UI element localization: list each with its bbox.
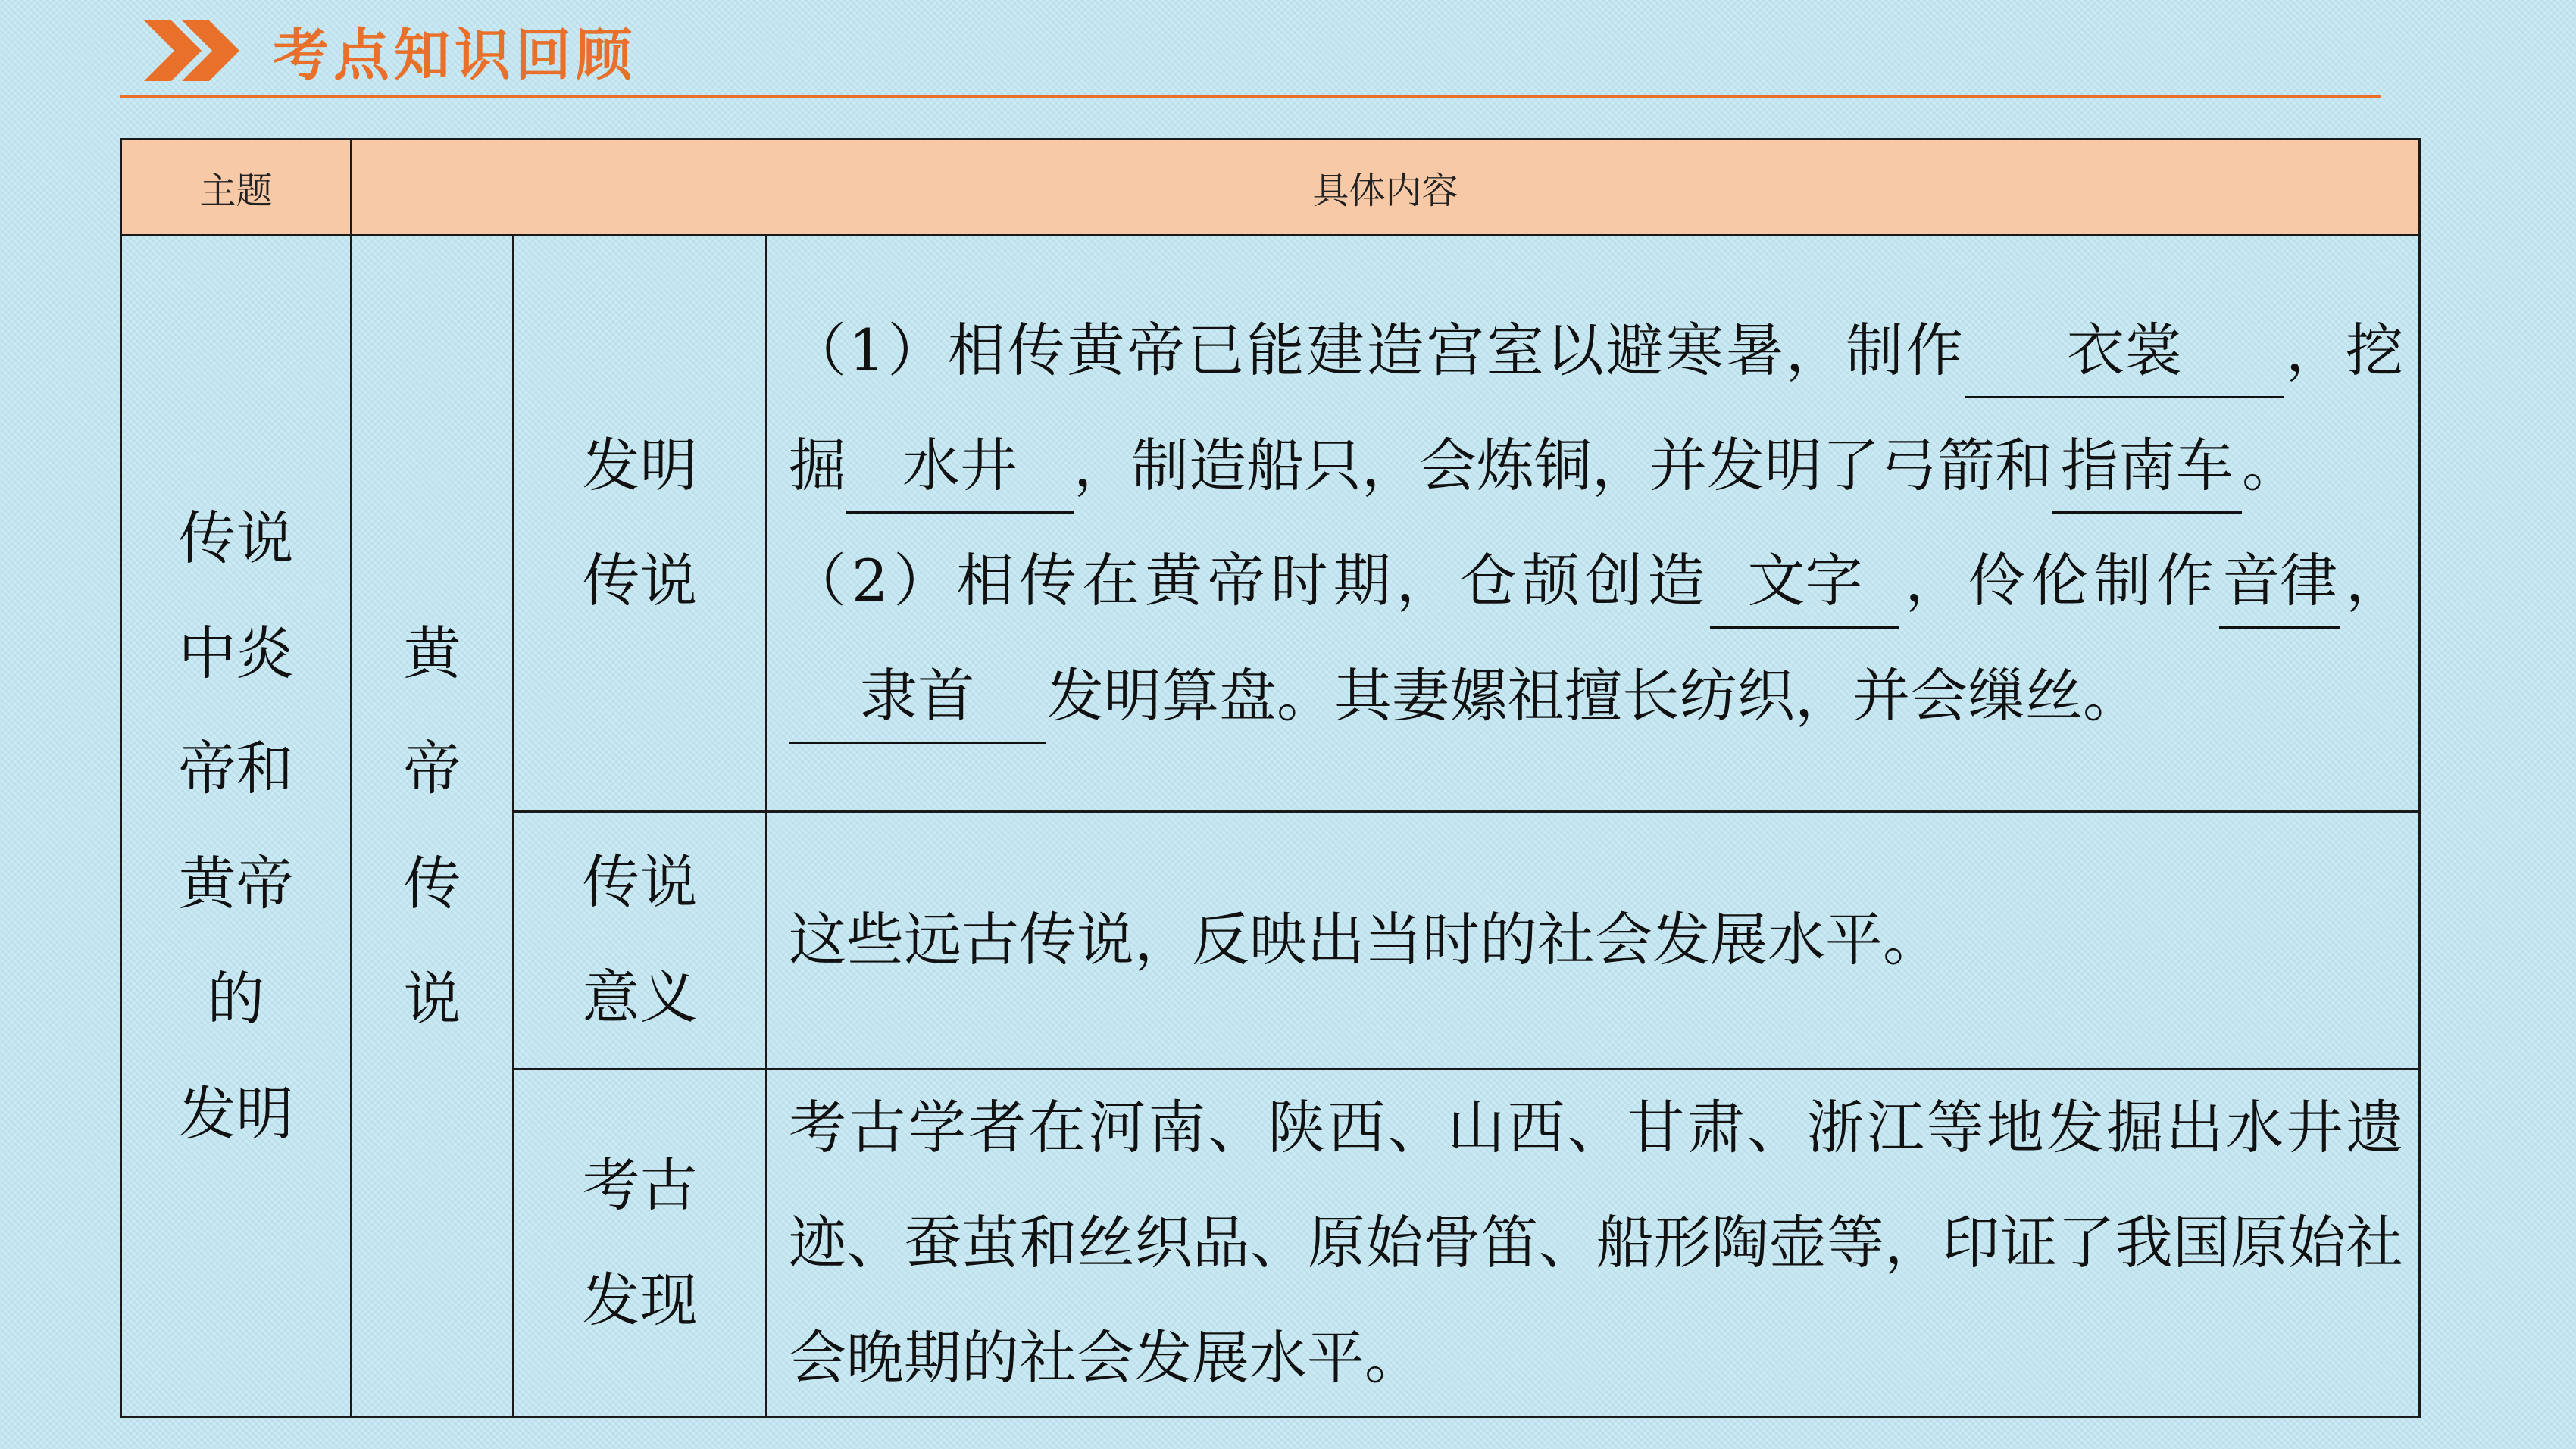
sub-topic-line: 帝: [403, 734, 461, 802]
content-cell: 考古学者在河南、陕西、山西、甘肃、浙江等地发掘出水井遗迹、蚕茧和丝织品、原始骨笛、船形陶壶等，印证了我国原始社会晚期的社会发展水平。: [767, 1069, 2420, 1416]
double-chevron-right-icon: [144, 20, 242, 81]
sub-topic-line: 黄: [403, 619, 461, 687]
section-title: 考点知识回顾: [273, 23, 636, 88]
text-segment: 发明算盘。其妻嫘祖擅长纺织，并会缫丝。: [1046, 661, 2140, 729]
header-divider: [120, 95, 2381, 98]
fill-blank: [846, 420, 1074, 514]
text-segment: ，制造船只，会炼铜，并发明了弓箭和: [1074, 431, 2052, 499]
header-content: 具体内容: [352, 139, 2420, 236]
category-cell: [514, 236, 767, 811]
text-segment: ，伶伦制作: [1899, 546, 2220, 614]
fill-blank: [1710, 536, 1899, 629]
category-line: 传说: [582, 546, 698, 614]
topic-line: 传说: [178, 504, 294, 572]
header-topic: 主题: [121, 139, 352, 236]
topic-line: 的: [207, 964, 265, 1032]
category-line: 发现: [582, 1266, 698, 1334]
table-row: [121, 236, 2420, 811]
section-header: [144, 9, 636, 92]
topic-line: 帝和: [178, 734, 294, 802]
knowledge-table: [120, 138, 2421, 1418]
fill-blank: [1965, 305, 2284, 398]
table-header-row: [121, 139, 2420, 236]
topic-line: 发明: [178, 1079, 294, 1148]
blank-answer: 衣裳: [2066, 316, 2182, 384]
blank-answer: 指南车: [2061, 431, 2234, 499]
topic-line: 黄帝: [178, 849, 294, 917]
text-segment: （1）相传黄帝已能建造宫室以避寒暑，制作: [789, 316, 1965, 384]
content-cell: [767, 236, 2420, 811]
blank-answer: 隶首: [860, 661, 975, 729]
text-segment: （2）相传在黄帝时期，仓颉创造: [789, 546, 1711, 614]
blank-answer: 音律: [2222, 546, 2338, 614]
sub-topic-line: 传: [403, 849, 461, 917]
topic-cell: [121, 236, 352, 1417]
category-cell: [514, 811, 767, 1069]
fill-blank: [789, 651, 1046, 744]
category-line: 意义: [582, 963, 698, 1032]
fill-blank: [2219, 536, 2340, 629]
text-segment: ，: [2340, 546, 2404, 614]
category-cell: [514, 1069, 767, 1416]
topic-line: 中炎: [178, 619, 294, 687]
category-line: 发明: [582, 431, 698, 499]
sub-topic-line: 说: [403, 964, 461, 1032]
category-line: 考古: [582, 1151, 698, 1219]
paragraph-2: [789, 523, 2403, 754]
blank-answer: 文字: [1747, 546, 1863, 614]
text-segment: 。: [2242, 431, 2299, 499]
content-cell: 这些远古传说，反映出当时的社会发展水平。: [767, 811, 2420, 1069]
text-segment: ，挖掘: [789, 316, 2404, 499]
blank-answer: 水井: [902, 431, 1018, 499]
fill-blank: [2052, 420, 2242, 514]
category-line: 传说: [582, 848, 698, 917]
sub-topic-cell: [352, 236, 514, 1417]
paragraph-1: [789, 293, 2403, 523]
